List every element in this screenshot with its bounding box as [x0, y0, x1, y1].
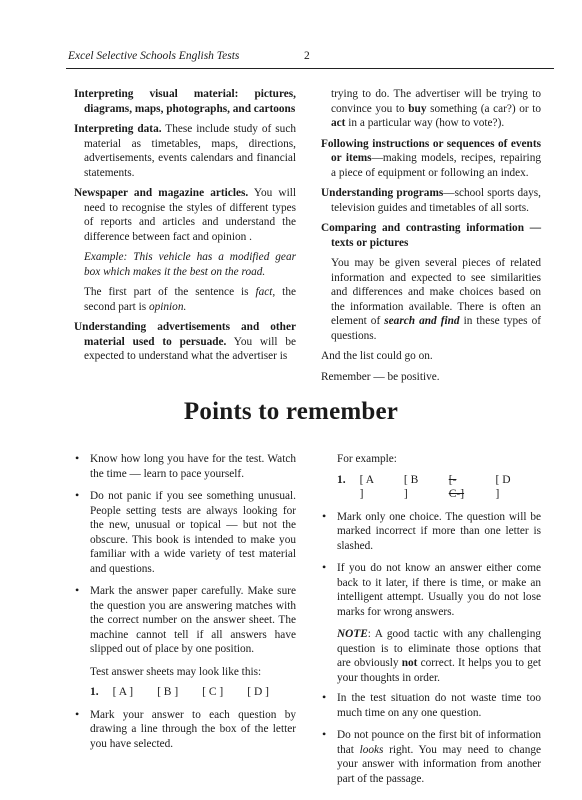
list-continues-text: And the list could go on.: [321, 350, 433, 362]
page-number: 2: [304, 50, 310, 62]
bottom-right-column: [321, 452, 541, 794]
bottom-left-column: [74, 452, 296, 759]
example-sentence: Example: This vehicle has a modified gear box which makes it the best on the road.: [84, 251, 296, 278]
top-right-column: [321, 87, 541, 390]
list-item: Understanding advertisements and other material used to persuade. You will be expected to understand what the advertiser is: [74, 321, 296, 362]
section-title: Points to remember: [183, 398, 399, 425]
bullet-item: • Do not panic if you see something unusual. People setting tests are always looking for the new, unusual or topical — but not the obscure. This book is intended to make you familiar with a wide variety of test material and questions.: [75, 488, 296, 575]
list-item: Following instructions or sequences of events or items—making models, recipes, repairing a piece of equipment or following an index.: [321, 137, 541, 179]
top-left-column: [74, 87, 296, 370]
list-item: Interpreting visual material: pictures, diagrams, maps, photographs, and cartoons: [74, 88, 296, 115]
remember-text: Remember — be positive.: [321, 370, 440, 383]
slashed-answer: [-C-]: [448, 473, 465, 500]
note-paragraph: NOTE: A good tactic with any challenging question is to eliminate those options that are obviously not correct. It helps you to get your thoughts in order.: [337, 628, 541, 684]
compare-paragraph: You may be given several pieces of related information and expected to see similarities and differences and make choices based on the information available. There is often an element of search and find in these types of questions.: [331, 257, 541, 342]
answer-row-marked: 1. [ A ] [ B ] [-C-] [ D ]: [337, 473, 511, 500]
bullet-item: • Do not pounce on the first bit of information that looks right. You may need to change your answer with information from another part of the passage.: [322, 727, 542, 785]
answer-row-example: 1. [ A ] [ B ] [ C ] [ D ]: [90, 686, 269, 698]
answer-sheet-intro: Test answer sheets may look like this:: [90, 665, 262, 678]
bullet-item: • Mark only one choice. The question will be marked incorrect if more than one letter is slashed.: [322, 508, 541, 552]
bullet-item: • Mark your answer to each question by drawing a line through the box of the letter you have selected.: [75, 706, 296, 750]
running-header: [68, 50, 552, 62]
advert-continuation: trying to do. The advertiser will be trying to convince you to buy something (a car?) or to act in a particular way (how to vote?).: [331, 88, 542, 129]
bullet-item: • In the test situation do not waste time too much time on any one question.: [322, 690, 541, 719]
bullet-item: • Mark the answer paper carefully. Make sure the question you are answering matches with the correct number on the answer sheet. The machine cannot tell if all answers have slipped out of place by one position.: [75, 583, 296, 655]
fact-opinion-sentence: The first part of the sentence is fact, the second part is opinion.: [84, 286, 296, 313]
list-item: Comparing and contrasting information — texts or pictures: [321, 222, 541, 249]
for-example-label: For example:: [337, 453, 397, 465]
header-rule: [66, 68, 554, 69]
list-item: Newspaper and magazine articles. You will need to recognise the styles of different types of reports and articles and understand the difference between fact and opinion .: [74, 187, 296, 243]
list-item: Understanding programs—school sports days, television guides and timetables of all sorts.: [321, 187, 541, 214]
bullet-item: • If you do not know an answer either come back to it later, if there is time, or make an intelligent attempt. Usually you do not lose marks for wrong answers.: [322, 560, 541, 618]
header-title: Excel Selective Schools English Tests: [68, 50, 240, 62]
bullet-item: • Know how long you have for the test. Watch the time — learn to pace yourself.: [75, 451, 296, 480]
list-item: Interpreting data. These include study of such material as timetables, maps, directions, advertisements, events calendars and financial statements.: [74, 123, 296, 179]
